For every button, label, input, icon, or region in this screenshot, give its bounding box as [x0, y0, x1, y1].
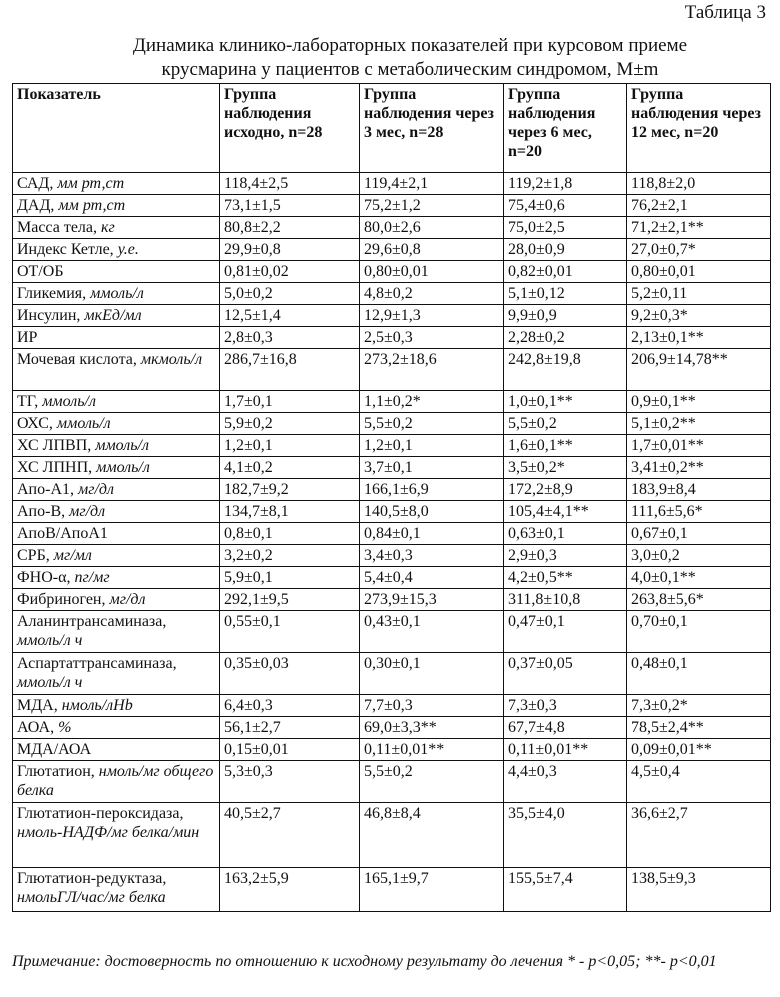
value-cell: 4,8±0,2: [360, 283, 504, 305]
value-cell: 9,9±0,9: [504, 305, 627, 327]
header-indicator: Показатель: [13, 84, 220, 173]
table-row: [13, 261, 771, 283]
indicator-cell: [13, 239, 220, 261]
indicator-name: Гликемия,: [17, 285, 91, 302]
value-cell: 242,8±19,8: [504, 349, 627, 391]
table-row: [13, 761, 771, 803]
value-cell: 0,11±0,01**: [360, 739, 504, 761]
indicator-unit: мг/мл: [53, 547, 92, 564]
value-cell: 27,0±0,7*: [627, 239, 771, 261]
value-cell: 4,0±0,1**: [627, 567, 771, 589]
value-cell: 0,82±0,01: [504, 261, 627, 283]
indicator-name: ХС ЛПНП,: [17, 459, 97, 476]
value-cell: 40,5±2,7: [220, 803, 360, 868]
indicator-unit: мкЕд/мл: [84, 307, 142, 324]
value-cell: 0,81±0,02: [220, 261, 360, 283]
table-title: [60, 34, 760, 82]
header-row: [13, 84, 771, 173]
value-cell: 2,13±0,1**: [627, 327, 771, 349]
indicator-unit: мм рт,ст: [57, 175, 125, 192]
indicator-cell: [13, 217, 220, 239]
value-cell: 111,6±5,6*: [627, 501, 771, 523]
table-row: [13, 217, 771, 239]
value-cell: 311,8±10,8: [504, 589, 627, 611]
indicator-name: Глютатион-редуктаза,: [17, 870, 167, 887]
indicator-cell: [13, 283, 220, 305]
table-caption: Таблица 3: [684, 2, 766, 23]
value-cell: 1,2±0,1: [220, 435, 360, 457]
indicator-cell: [13, 803, 220, 868]
table-row: [13, 413, 771, 435]
indicator-cell: [13, 261, 220, 283]
value-cell: 0,9±0,1**: [627, 391, 771, 413]
value-cell: 71,2±2,1**: [627, 217, 771, 239]
value-cell: 75,2±1,2: [360, 195, 504, 217]
indicator-unit: нмоль-НАДФ/мг белка/мин: [17, 824, 200, 841]
table-row: [13, 868, 771, 912]
value-cell: 5,5±0,2: [360, 761, 504, 803]
indicator-cell: [13, 611, 220, 653]
table-row: [13, 457, 771, 479]
value-cell: 5,1±0,2**: [627, 413, 771, 435]
value-cell: 29,9±0,8: [220, 239, 360, 261]
value-cell: 0,09±0,01**: [627, 739, 771, 761]
indicator-name: АОА,: [17, 719, 59, 736]
table-row: [13, 283, 771, 305]
indicator-cell: [13, 391, 220, 413]
value-cell: 4,2±0,5**: [504, 567, 627, 589]
value-cell: 286,7±16,8: [220, 349, 360, 391]
value-cell: 5,0±0,2: [220, 283, 360, 305]
table-row: [13, 239, 771, 261]
indicator-name: СРБ,: [17, 547, 54, 564]
table-row: [13, 611, 771, 653]
indicator-cell: [13, 327, 220, 349]
value-cell: 3,0±0,2: [627, 545, 771, 567]
table-row: [13, 195, 771, 217]
value-cell: 2,28±0,2: [504, 327, 627, 349]
value-cell: 206,9±14,78**: [627, 349, 771, 391]
indicator-cell: [13, 195, 220, 217]
value-cell: 155,5±7,4: [504, 868, 627, 912]
indicator-unit: ммоль/л: [95, 437, 149, 454]
indicator-unit: ммоль/л ч: [17, 674, 83, 691]
indicator-name: МДА,: [17, 697, 62, 714]
value-cell: 0,30±0,1: [360, 653, 504, 695]
value-cell: 0,11±0,01**: [504, 739, 627, 761]
indicator-cell: [13, 305, 220, 327]
value-cell: 134,7±8,1: [220, 501, 360, 523]
indicator-unit: мг/дл: [78, 481, 114, 498]
value-cell: 5,5±0,2: [504, 413, 627, 435]
indicator-cell: [13, 523, 220, 545]
header-3-months: Группа наблюдения через 3 мес, n=28: [360, 84, 504, 173]
indicator-name: Фибриноген,: [17, 591, 110, 608]
indicator-name: Аспартаттрансаминаза,: [17, 655, 177, 672]
indicator-cell: [13, 545, 220, 567]
value-cell: 12,9±1,3: [360, 305, 504, 327]
indicator-unit: нмоль/лHb: [61, 697, 133, 714]
value-cell: 3,41±0,2**: [627, 457, 771, 479]
value-cell: 0,63±0,1: [504, 523, 627, 545]
indicator-name: ФНО-α,: [17, 569, 75, 586]
value-cell: 1,7±0,01**: [627, 435, 771, 457]
indicator-unit: мг/дл: [69, 503, 106, 520]
value-cell: 0,67±0,1: [627, 523, 771, 545]
value-cell: 36,6±2,7: [627, 803, 771, 868]
indicator-name: Инсулин,: [17, 307, 85, 324]
indicator-cell: [13, 457, 220, 479]
indicator-name: Индекс Кетле,: [17, 241, 118, 258]
indicator-unit: нмоль/мг общего белка: [17, 763, 214, 799]
indicator-cell: [13, 761, 220, 803]
table-row: [13, 523, 771, 545]
indicator-unit: мм рт,ст: [58, 197, 126, 214]
indicator-unit: мг/дл: [109, 591, 146, 608]
value-cell: 5,9±0,2: [220, 413, 360, 435]
header-baseline: Группа наблюдения исходно, n=28: [220, 84, 360, 173]
indicator-unit: ммоль/л: [42, 393, 96, 410]
value-cell: 1,1±0,2*: [360, 391, 504, 413]
value-cell: 0,84±0,1: [360, 523, 504, 545]
indicator-name: АпоВ/АпоА1: [17, 525, 108, 542]
value-cell: 1,0±0,1**: [504, 391, 627, 413]
value-cell: 0,15±0,01: [220, 739, 360, 761]
value-cell: 1,6±0,1**: [504, 435, 627, 457]
value-cell: 7,3±0,2*: [627, 695, 771, 717]
indicator-name: Мочевая кислота,: [17, 351, 141, 368]
indicator-cell: [13, 479, 220, 501]
indicator-unit: кг: [101, 219, 115, 236]
value-cell: 3,7±0,1: [360, 457, 504, 479]
value-cell: 46,8±8,4: [360, 803, 504, 868]
indicator-name: ХС ЛПВП,: [17, 437, 96, 454]
indicator-name: Глютатион,: [17, 763, 99, 780]
footnote: Примечание: достоверность по отношению к исходному результату до лечения * - p<0,05; **- p<0,01: [12, 953, 717, 970]
value-cell: 5,5±0,2: [360, 413, 504, 435]
value-cell: 273,2±18,6: [360, 349, 504, 391]
value-cell: 78,5±2,4**: [627, 717, 771, 739]
value-cell: 75,4±0,6: [504, 195, 627, 217]
indicator-name: Глютатион-пероксидаза,: [17, 805, 184, 822]
table-row: [13, 479, 771, 501]
indicator-cell: [13, 739, 220, 761]
indicator-unit: нмольГЛ/час/мг белка: [17, 889, 166, 906]
value-cell: 118,4±2,5: [220, 173, 360, 195]
indicator-unit: у.е.: [117, 241, 139, 258]
value-cell: 0,80±0,01: [627, 261, 771, 283]
indicator-unit: пг/мг: [74, 569, 110, 586]
value-cell: 29,6±0,8: [360, 239, 504, 261]
table-row: [13, 435, 771, 457]
value-cell: 0,47±0,1: [504, 611, 627, 653]
indicator-cell: [13, 589, 220, 611]
value-cell: 105,4±4,1**: [504, 501, 627, 523]
value-cell: 4,5±0,4: [627, 761, 771, 803]
value-cell: 166,1±6,9: [360, 479, 504, 501]
indicator-cell: [13, 413, 220, 435]
value-cell: 273,9±15,3: [360, 589, 504, 611]
value-cell: 0,70±0,1: [627, 611, 771, 653]
indicator-name: Апо-А1,: [17, 481, 78, 498]
value-cell: 3,5±0,2*: [504, 457, 627, 479]
indicator-name: МДА/АОА: [17, 741, 92, 758]
title-line-1: Динамика клинико-лабораторных показателей при курсовом приеме: [132, 35, 688, 56]
value-cell: 76,2±2,1: [627, 195, 771, 217]
value-cell: 2,8±0,3: [220, 327, 360, 349]
value-cell: 118,8±2,0: [627, 173, 771, 195]
indicator-name: Апо-В,: [17, 503, 70, 520]
value-cell: 12,5±1,4: [220, 305, 360, 327]
indicator-cell: [13, 173, 220, 195]
value-cell: 7,3±0,3: [504, 695, 627, 717]
value-cell: 140,5±8,0: [360, 501, 504, 523]
data-table: [12, 83, 771, 912]
value-cell: 182,7±9,2: [220, 479, 360, 501]
value-cell: 2,5±0,3: [360, 327, 504, 349]
table-row: [13, 739, 771, 761]
value-cell: 138,5±9,3: [627, 868, 771, 912]
value-cell: 0,43±0,1: [360, 611, 504, 653]
indicator-name: ОТ/ОБ: [17, 263, 64, 280]
indicator-name: Масса тела,: [17, 219, 102, 236]
table-row: [13, 305, 771, 327]
value-cell: 0,80±0,01: [360, 261, 504, 283]
indicator-cell: [13, 501, 220, 523]
value-cell: 28,0±0,9: [504, 239, 627, 261]
value-cell: 163,2±5,9: [220, 868, 360, 912]
indicator-name: ОХС,: [17, 415, 57, 432]
indicator-cell: [13, 695, 220, 717]
table-row: [13, 653, 771, 695]
table-row: [13, 501, 771, 523]
table-row: [13, 717, 771, 739]
value-cell: 0,55±0,1: [220, 611, 360, 653]
value-cell: 263,8±5,6*: [627, 589, 771, 611]
table-row: [13, 349, 771, 391]
value-cell: 7,7±0,3: [360, 695, 504, 717]
indicator-unit: мкмоль/л: [140, 351, 203, 368]
value-cell: 35,5±4,0: [504, 803, 627, 868]
value-cell: 165,1±9,7: [360, 868, 504, 912]
value-cell: 6,4±0,3: [220, 695, 360, 717]
value-cell: 80,8±2,2: [220, 217, 360, 239]
indicator-unit: ммоль/л ч: [17, 632, 83, 649]
value-cell: 0,48±0,1: [627, 653, 771, 695]
value-cell: 183,9±8,4: [627, 479, 771, 501]
value-cell: 0,37±0,05: [504, 653, 627, 695]
value-cell: 0,35±0,03: [220, 653, 360, 695]
value-cell: 5,2±0,11: [627, 283, 771, 305]
indicator-unit: ммоль/л: [96, 459, 150, 476]
indicator-name: Аланинтрансаминаза,: [17, 613, 167, 630]
indicator-name: ДАД,: [17, 197, 59, 214]
value-cell: 3,2±0,2: [220, 545, 360, 567]
table-row: [13, 803, 771, 868]
value-cell: 4,1±0,2: [220, 457, 360, 479]
indicator-unit: %: [58, 719, 72, 736]
header-12-months: Группа наблюдения через 12 мес, n=20: [627, 84, 771, 173]
header-6-months: Группа наблюдения через 6 мес, n=20: [504, 84, 627, 173]
value-cell: 80,0±2,6: [360, 217, 504, 239]
value-cell: 56,1±2,7: [220, 717, 360, 739]
table-row: [13, 173, 771, 195]
value-cell: 5,4±0,4: [360, 567, 504, 589]
table-row: [13, 567, 771, 589]
indicator-unit: ммоль/л: [56, 415, 111, 432]
title-line-2: крусмарина у пациентов с метаболическим синдромом, M±m: [161, 59, 659, 80]
value-cell: 0,8±0,1: [220, 523, 360, 545]
value-cell: 119,2±1,8: [504, 173, 627, 195]
value-cell: 67,7±4,8: [504, 717, 627, 739]
indicator-cell: [13, 717, 220, 739]
value-cell: 5,1±0,12: [504, 283, 627, 305]
indicator-unit: ммоль/л: [90, 285, 144, 302]
value-cell: 119,4±2,1: [360, 173, 504, 195]
table-row: [13, 545, 771, 567]
indicator-cell: [13, 653, 220, 695]
table-row: [13, 695, 771, 717]
value-cell: 9,2±0,3*: [627, 305, 771, 327]
value-cell: 5,9±0,1: [220, 567, 360, 589]
value-cell: 2,9±0,3: [504, 545, 627, 567]
value-cell: 75,0±2,5: [504, 217, 627, 239]
value-cell: 1,7±0,1: [220, 391, 360, 413]
value-cell: 1,2±0,1: [360, 435, 504, 457]
indicator-cell: [13, 868, 220, 912]
value-cell: 292,1±9,5: [220, 589, 360, 611]
indicator-cell: [13, 349, 220, 391]
value-cell: 4,4±0,3: [504, 761, 627, 803]
indicator-cell: [13, 435, 220, 457]
table-row: [13, 391, 771, 413]
indicator-cell: [13, 567, 220, 589]
value-cell: 69,0±3,3**: [360, 717, 504, 739]
indicator-name: САД,: [17, 175, 58, 192]
value-cell: 73,1±1,5: [220, 195, 360, 217]
value-cell: 5,3±0,3: [220, 761, 360, 803]
value-cell: 172,2±8,9: [504, 479, 627, 501]
value-cell: 3,4±0,3: [360, 545, 504, 567]
table-row: [13, 589, 771, 611]
table-row: [13, 327, 771, 349]
indicator-name: ИР: [17, 329, 38, 346]
indicator-name: ТГ,: [17, 393, 43, 410]
